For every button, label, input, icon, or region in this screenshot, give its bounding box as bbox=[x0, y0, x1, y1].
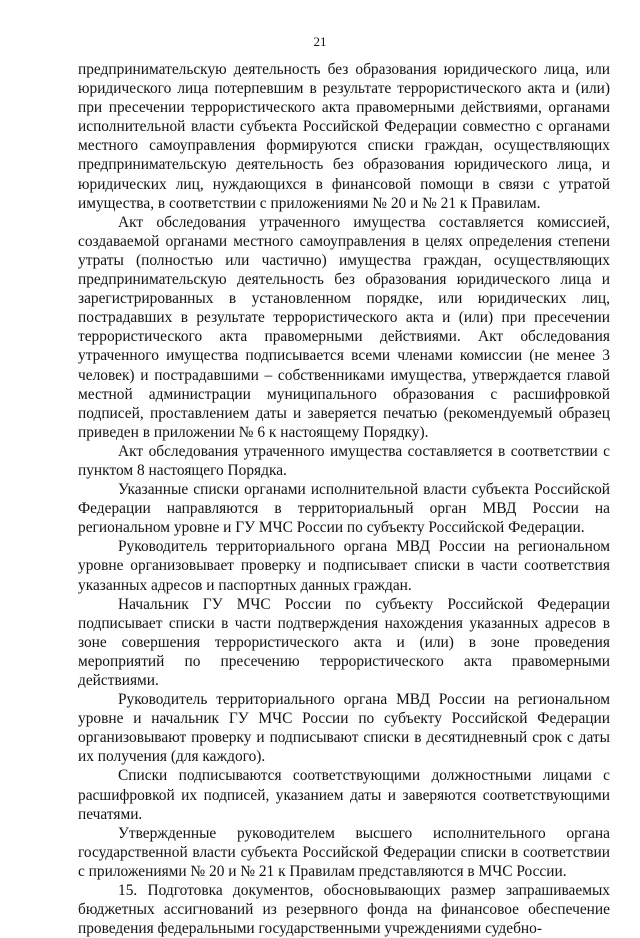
paragraph-act-reference: Акт обследования утраченного имущества составляется в соответствии с пунктом 8 настоящего Порядка. bbox=[78, 442, 610, 479]
paragraph-inspection-act: Акт обследования утраченного имущества составляется комиссией, создаваемой органами местного самоуправления в целях определения степени утраты (полностью или частично) имущества граждан, осуществляющих предпринимательскую деятельность без образования юридического лица и зарегистрированных в установленном порядке, или юридических лиц, пострадавших в результате террористического акта и (или) при пресечении террористического акта правомерными действиями. Акт обследования утраченного имущества подписывается всеми членами комиссии (не менее 3 человек) и пострадавшими – собственниками имущества, утверждается главой местной администрации муниципального образования с расшифровкой подписей, проставлением даты и заверяется печатью (рекомендуемый образец приведен в приложении № 6 к настоящему Порядку). bbox=[78, 213, 610, 441]
paragraph-mvd-check: Руководитель территориального органа МВД России на региональном уровне организовывает проверку и подписывает списки в части соответствия указанных адресов и паспортных данных граждан. bbox=[78, 538, 610, 594]
page-number: 21 bbox=[313, 34, 327, 49]
paragraph-item-15: 15. Подготовка документов, обосновывающих размер запрашиваемых бюджетных ассигнований из резервного фонда на финансовое обеспечение проведения федеральными государственными учреждениями судебно- bbox=[78, 882, 610, 938]
document-body bbox=[78, 60, 610, 938]
paragraph-mchs-signs: Начальник ГУ МЧС России по субъекту Российской Федерации подписывает списки в части подтверждения нахождения указанных адресов в зоне совершения террористического акта и (или) в зоне проведения мероприятий по пресечению террористического акта правомерными действиями. bbox=[78, 595, 610, 689]
paragraph-ten-day-term: Руководитель территориального органа МВД России на региональном уровне и начальник ГУ МЧС России по субъекту Российской Федерации организовывают проверку и подписывают списки в десятидневный срок с даты их получения (для каждого). bbox=[78, 691, 610, 766]
paragraph-signatures: Списки подписываются соответствующими должностными лицами с расшифровкой их подписей, указанием даты и заверяются соответствующими печатями. bbox=[78, 767, 610, 823]
paragraph-approved-lists: Утвержденные руководителем высшего исполнительного органа государственной власти субъекта Российской Федерации списки в соответствии с приложениями № 20 и № 21 к Правилам представляются в МЧС России. bbox=[78, 824, 610, 880]
paragraph-continuation: предпринимательскую деятельность без образования юридического лица, или юридического лица потерпевшим в результате террористического акта и (или) при пресечении террористического акта правомерными действиями, органами исполнительной власти субъекта Российской Федерации совместно с органами местного самоуправления формируются списки граждан, осуществляющих предпринимательскую деятельность без образования юридического лица, и юридических лиц, нуждающихся в финансовой помощи в связи с утратой имущества, в соответствии с приложениями № 20 и № 21 к Правилам. bbox=[78, 61, 610, 212]
paragraph-lists-sent: Указанные списки органами исполнительной власти субъекта Российской Федерации направляются в территориальный орган МВД России на региональном уровне и ГУ МЧС России по субъекту Российской Федерации. bbox=[78, 481, 610, 537]
